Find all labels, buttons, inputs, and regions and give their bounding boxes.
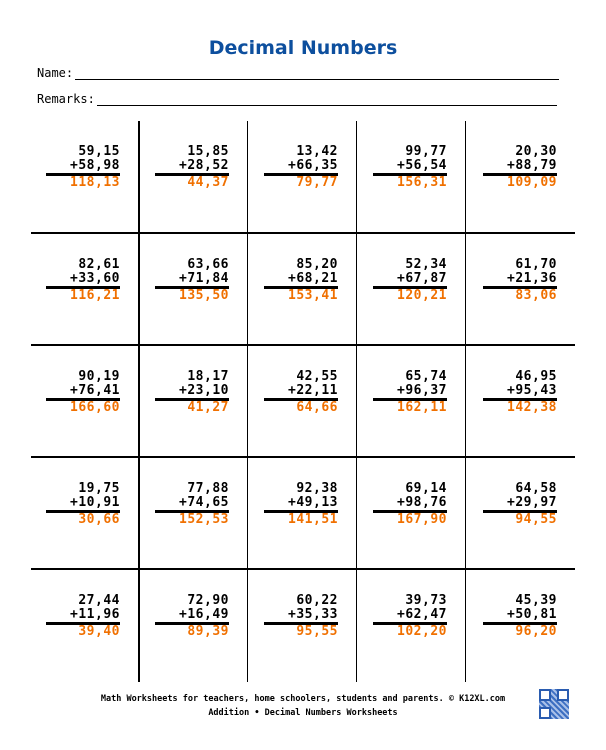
answer: 153,41 [288,288,338,303]
answer: 109,09 [507,175,557,190]
addend-1: 18,17 [187,369,229,384]
addition-problem [373,258,447,302]
addend-2: +58,98 [46,159,120,176]
answer: 166,60 [70,400,120,415]
problem-cell [248,234,357,346]
addend-2: +50,81 [483,608,557,625]
problem-cell [248,570,357,682]
addend-2: +29,97 [483,496,557,513]
problem-cell [466,570,575,682]
addend-2: +62,47 [373,608,447,625]
answer: 152,53 [179,512,229,527]
problem-cell [357,121,466,234]
addend-1: 19,75 [78,481,120,496]
problem-cell [31,458,140,570]
addend-1: 45,39 [515,593,557,608]
addition-problem [264,258,338,302]
addition-problem [483,258,557,302]
addend-1: 99,77 [405,144,447,159]
addend-1: 85,20 [296,257,338,272]
addend-1: 15,85 [187,144,229,159]
addition-problem [264,370,338,414]
addition-problem [155,482,229,526]
answer: 167,90 [397,512,447,527]
addend-1: 61,70 [515,257,557,272]
addition-problem [46,482,120,526]
answer: 41,27 [187,400,229,415]
addend-2: +68,21 [264,272,338,289]
answer: 44,37 [187,175,229,190]
addend-1: 92,38 [296,481,338,496]
remarks-field[interactable] [37,92,557,106]
addend-1: 52,34 [405,257,447,272]
addition-problem [155,370,229,414]
answer: 142,38 [507,400,557,415]
footer-line-1: Math Worksheets for teachers, home schoolers, students and parents. © K12XL.com [100,694,506,704]
problem-cell [31,121,140,234]
addend-2: +56,54 [373,159,447,176]
addition-problem [483,370,557,414]
problem-cell [248,458,357,570]
answer: 30,66 [78,512,120,527]
remarks-label: Remarks: [37,92,95,106]
answer: 162,11 [397,400,447,415]
problem-grid [31,121,575,682]
addend-1: 13,42 [296,144,338,159]
addend-2: +88,79 [483,159,557,176]
answer: 89,39 [187,624,229,639]
addend-1: 42,55 [296,369,338,384]
footer-line-2: Addition • Decimal Numbers Worksheets [208,708,398,718]
problem-cell [248,346,357,458]
addend-2: +98,76 [373,496,447,513]
addend-2: +95,43 [483,384,557,401]
addend-1: 46,95 [515,369,557,384]
answer: 83,06 [515,288,557,303]
addition-problem [483,482,557,526]
addend-1: 27,44 [78,593,120,608]
answer: 79,77 [296,175,338,190]
name-field[interactable] [37,66,559,80]
addition-problem [46,145,120,189]
addition-problem [373,594,447,638]
addition-problem [46,594,120,638]
problem-cell [140,121,248,234]
name-line [75,78,559,80]
addend-2: +66,35 [264,159,338,176]
addition-problem [46,370,120,414]
addition-problem [155,258,229,302]
answer: 94,55 [515,512,557,527]
answer: 135,50 [179,288,229,303]
answer: 96,20 [515,624,557,639]
addition-problem [373,370,447,414]
addend-1: 59,15 [78,144,120,159]
addition-problem [483,594,557,638]
problem-cell [140,458,248,570]
addend-2: +33,60 [46,272,120,289]
addend-1: 63,66 [187,257,229,272]
addend-2: +35,33 [264,608,338,625]
addend-2: +71,84 [155,272,229,289]
problem-cell [466,458,575,570]
addition-problem [483,145,557,189]
addend-2: +23,10 [155,384,229,401]
problem-cell [357,234,466,346]
addend-1: 72,90 [187,593,229,608]
addend-1: 64,58 [515,481,557,496]
answer: 95,55 [296,624,338,639]
addend-1: 20,30 [515,144,557,159]
problem-cell [248,121,357,234]
addend-1: 82,61 [78,257,120,272]
answer: 102,20 [397,624,447,639]
addend-2: +76,41 [46,384,120,401]
addition-problem [264,482,338,526]
addend-2: +10,91 [46,496,120,513]
addend-1: 69,14 [405,481,447,496]
answer: 141,51 [288,512,338,527]
addend-2: +96,37 [373,384,447,401]
addition-problem [373,482,447,526]
problem-cell [357,570,466,682]
problem-cell [31,570,140,682]
addend-2: +21,36 [483,272,557,289]
addend-1: 65,74 [405,369,447,384]
name-label: Name: [37,66,74,80]
problem-cell [357,458,466,570]
addition-problem [373,145,447,189]
answer: 116,21 [70,288,120,303]
remarks-line [97,104,557,106]
addend-1: 90,19 [78,369,120,384]
answer: 64,66 [296,400,338,415]
answer: 156,31 [397,175,447,190]
addend-2: +22,11 [264,384,338,401]
addend-2: +67,87 [373,272,447,289]
problem-cell [466,121,575,234]
problem-cell [31,346,140,458]
addend-1: 77,88 [187,481,229,496]
addition-problem [264,145,338,189]
answer: 120,21 [397,288,447,303]
problem-cell [140,346,248,458]
addend-1: 39,73 [405,593,447,608]
addend-2: +11,96 [46,608,120,625]
problem-cell [140,570,248,682]
addend-2: +49,13 [264,496,338,513]
addend-2: +16,49 [155,608,229,625]
problem-cell [357,346,466,458]
answer: 39,40 [78,624,120,639]
answer: 118,13 [70,175,120,190]
addition-problem [155,594,229,638]
addend-2: +74,65 [155,496,229,513]
addition-problem [46,258,120,302]
addend-2: +28,52 [155,159,229,176]
problem-cell [466,234,575,346]
problem-cell [140,234,248,346]
problem-cell [466,346,575,458]
page-title: Decimal Numbers [208,37,398,59]
qr-code-icon [539,689,569,719]
addition-problem [155,145,229,189]
addend-1: 60,22 [296,593,338,608]
addition-problem [264,594,338,638]
problem-cell [31,234,140,346]
